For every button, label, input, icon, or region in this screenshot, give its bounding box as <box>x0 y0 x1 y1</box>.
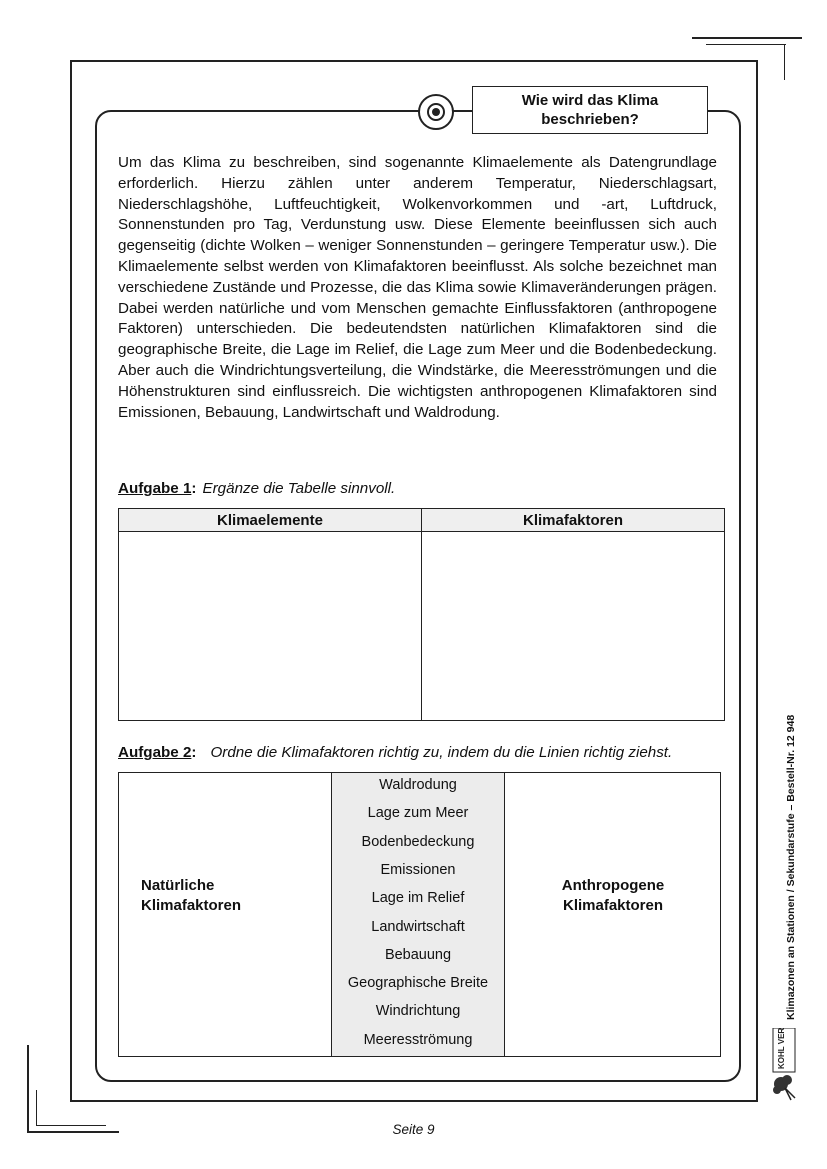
factor-item[interactable]: Geographische Breite <box>347 975 489 992</box>
target-icon <box>418 94 454 130</box>
factor-item[interactable]: Bodenbedeckung <box>361 833 475 850</box>
factor-item[interactable]: Waldrodung <box>379 777 457 793</box>
factor-item[interactable]: Lage im Relief <box>371 890 465 907</box>
publisher-name: KOHL VERLAG <box>777 1028 786 1069</box>
table-header-klimaelemente: Klimaelemente <box>119 509 422 532</box>
side-order-info: Klimazonen an Stationen / Sekundarstufe – Bestell-Nr. 12 948 <box>785 714 797 1020</box>
factor-item[interactable]: Windrichtung <box>375 1003 461 1020</box>
task-2-colon: : <box>191 744 197 761</box>
task-2-instruction: Ordne die Klimafaktoren richtig zu, indem du die Linien richtig ziehst. <box>210 744 673 761</box>
factor-item[interactable]: Emissionen <box>380 861 456 878</box>
answer-cell-klimafaktoren[interactable] <box>422 532 724 720</box>
corner-line-top-right-h2 <box>706 44 786 45</box>
natural-factors-label[interactable]: Natürliche Klimafaktoren <box>141 877 242 914</box>
task-1-label: Aufgabe 1 <box>118 480 192 497</box>
factor-column <box>331 773 505 1056</box>
factor-item[interactable]: Landwirtschaft <box>371 918 465 935</box>
corner-line-top-right-v <box>784 44 785 80</box>
task-2-label: Aufgabe 2 <box>118 744 192 761</box>
corner-line-top-right-h1 <box>692 37 802 39</box>
factor-item[interactable]: Lage zum Meer <box>367 805 469 822</box>
classification-table <box>118 508 725 721</box>
task-1-colon: : <box>191 480 197 497</box>
publisher-logo <box>771 1028 799 1102</box>
matching-table <box>118 772 721 1057</box>
corner-line-bottom-left-v1 <box>27 1045 29 1133</box>
corner-line-bottom-left-v2 <box>36 1090 37 1126</box>
answer-cell-klimaelemente[interactable] <box>119 532 421 720</box>
task-1-heading <box>118 480 395 497</box>
factor-item[interactable]: Bebauung <box>384 946 452 963</box>
page-title: Wie wird das Klima beschrieben? <box>472 86 708 134</box>
page-number: Seite 9 <box>392 1122 435 1137</box>
task-1-instruction: Ergänze die Tabelle sinnvoll. <box>202 480 396 497</box>
table-header-klimafaktoren: Klimafaktoren <box>422 509 724 532</box>
factor-item[interactable]: Meeresströmung <box>363 1031 473 1048</box>
intro-paragraph: Um das Klima zu beschreiben, sind sogenannte Klimaelemente als Datengrundlage erforderlich. Hierzu zählen unter anderem Temperatur, Niederschlagsart, Niederschlagshöhe, Luftfeuchtigkeit, Wolkenvorkommen und -art, Luftdruck, Sonnenstunden pro Tag, Verdunstung usw. Diese Elemente beeinflussen sich auch gegenseitig (dichte Wolken – weniger Sonnenstunden – geringere Temperatur usw.). Die Klimaelemente selbst werden von Klimafaktoren beeinflusst. Als solche bezeichnet man verschiedene Zustände und Prozesse, die das Klima sowie Klimaveränderungen prägen. Dabei werden natürliche und vom Menschen gemachte Einflussfaktoren (anthropogene Faktoren) unterschieden. Die bedeutendsten natürlichen Klimafaktoren sind die geographische Breite, die Lage im Relief, die Lage zum Meer und die Bodenbedeckung. Aber auch die Windrichtungsverteilung, die Windstärke, die Meeresströmungen und die Höhenstrukturen sind einflussreich. Die wichtigsten anthropogenen Klimafaktoren sind Emissionen, Bebauung, Landwirtschaft und Waldrodung. <box>118 154 717 421</box>
task-2-heading <box>118 744 672 761</box>
anthropogenic-factors-label[interactable]: Anthropogene Klimafaktoren <box>561 877 665 914</box>
